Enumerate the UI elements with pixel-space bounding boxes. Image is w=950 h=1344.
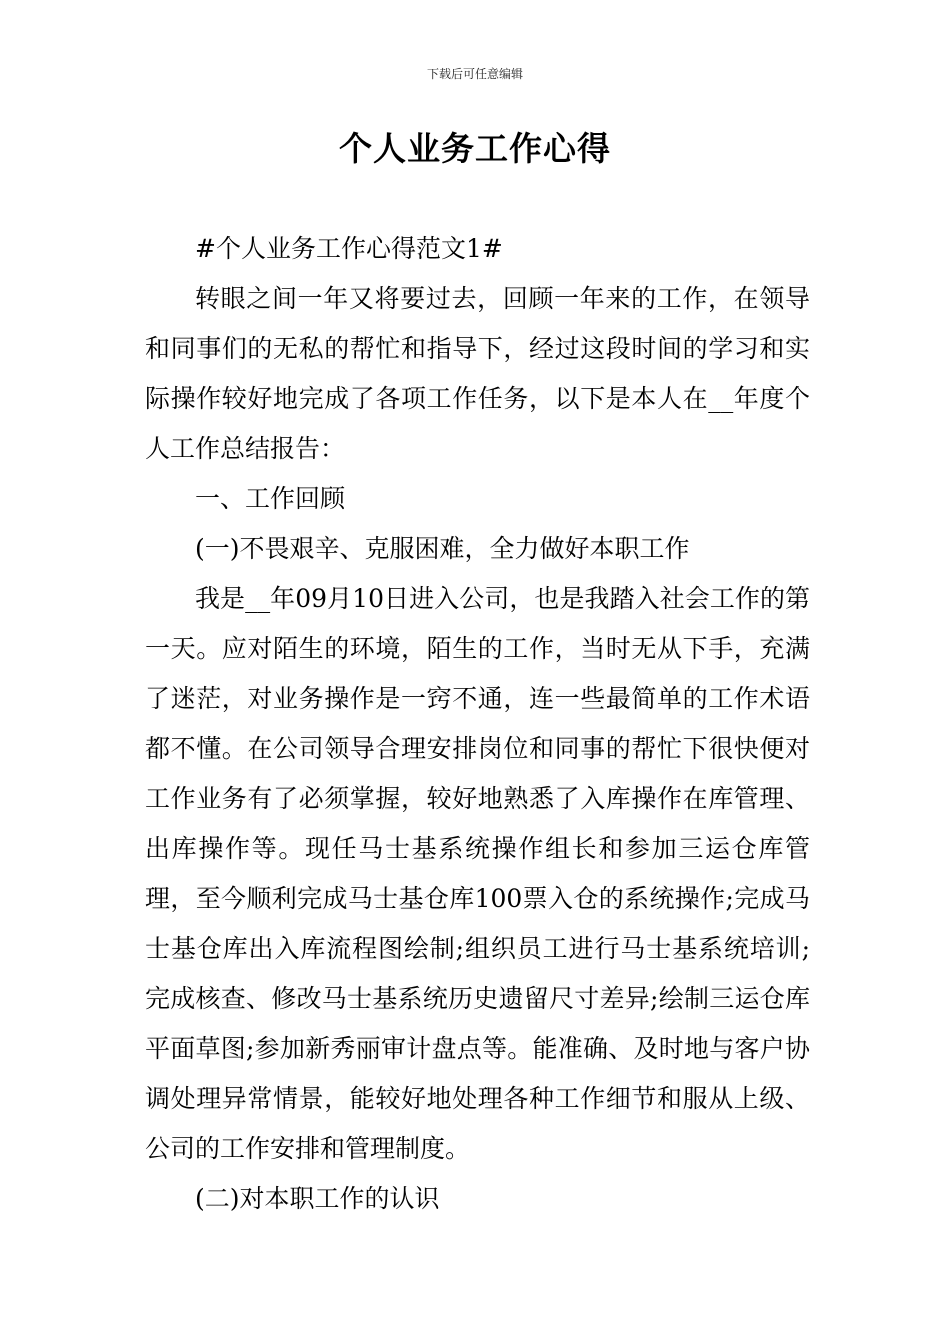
subheading-two: (二)对本职工作的认识: [195, 1184, 440, 1213]
document-body: [145, 224, 810, 1224]
section-heading-example: #个人业务工作心得范文1#: [195, 234, 503, 263]
heading-work-review: 一、工作回顾: [195, 484, 346, 513]
header-note: 下载后可任意编辑: [426, 67, 523, 81]
intro-paragraph: 转眼之间一年又将要过去，回顾一年来的工作，在领导和同事们的无私的帮忙和指导下，经过这段时间的学习和实际操作较好地完成了各项工作任务，以下是本人在__年度个人工作总结报告：: [145, 284, 810, 463]
document-title: 个人业务工作心得: [339, 129, 611, 168]
subheading-one: (一)不畏艰辛、克服困难，全力做好本职工作: [195, 534, 690, 563]
work-review-paragraph: 我是__年09月10日进入公司，也是我踏入社会工作的第一天。应对陌生的环境，陌生的工作，当时无从下手，充满了迷茫，对业务操作是一窍不通，连一些最简单的工作术语都不懂。在公司领导合理安排岗位和同事的帮忙下很快便对工作业务有了必须掌握，较好地熟悉了入库操作在库管理、出库操作等。现任马士基系统操作组长和参加三运仓库管理，至今顺利完成马士基仓库100票入仓的系统操作;完成马士基仓库出入库流程图绘制;组织员工进行马士基系统培训;完成核查、修改马士基系统历史遗留尺寸差异;绘制三运仓库平面草图;参加新秀丽审计盘点等。能准确、及时地与客户协调处理异常情景，能较好地处理各种工作细节和服从上级、公司的工作安排和管理制度。: [145, 584, 810, 1163]
